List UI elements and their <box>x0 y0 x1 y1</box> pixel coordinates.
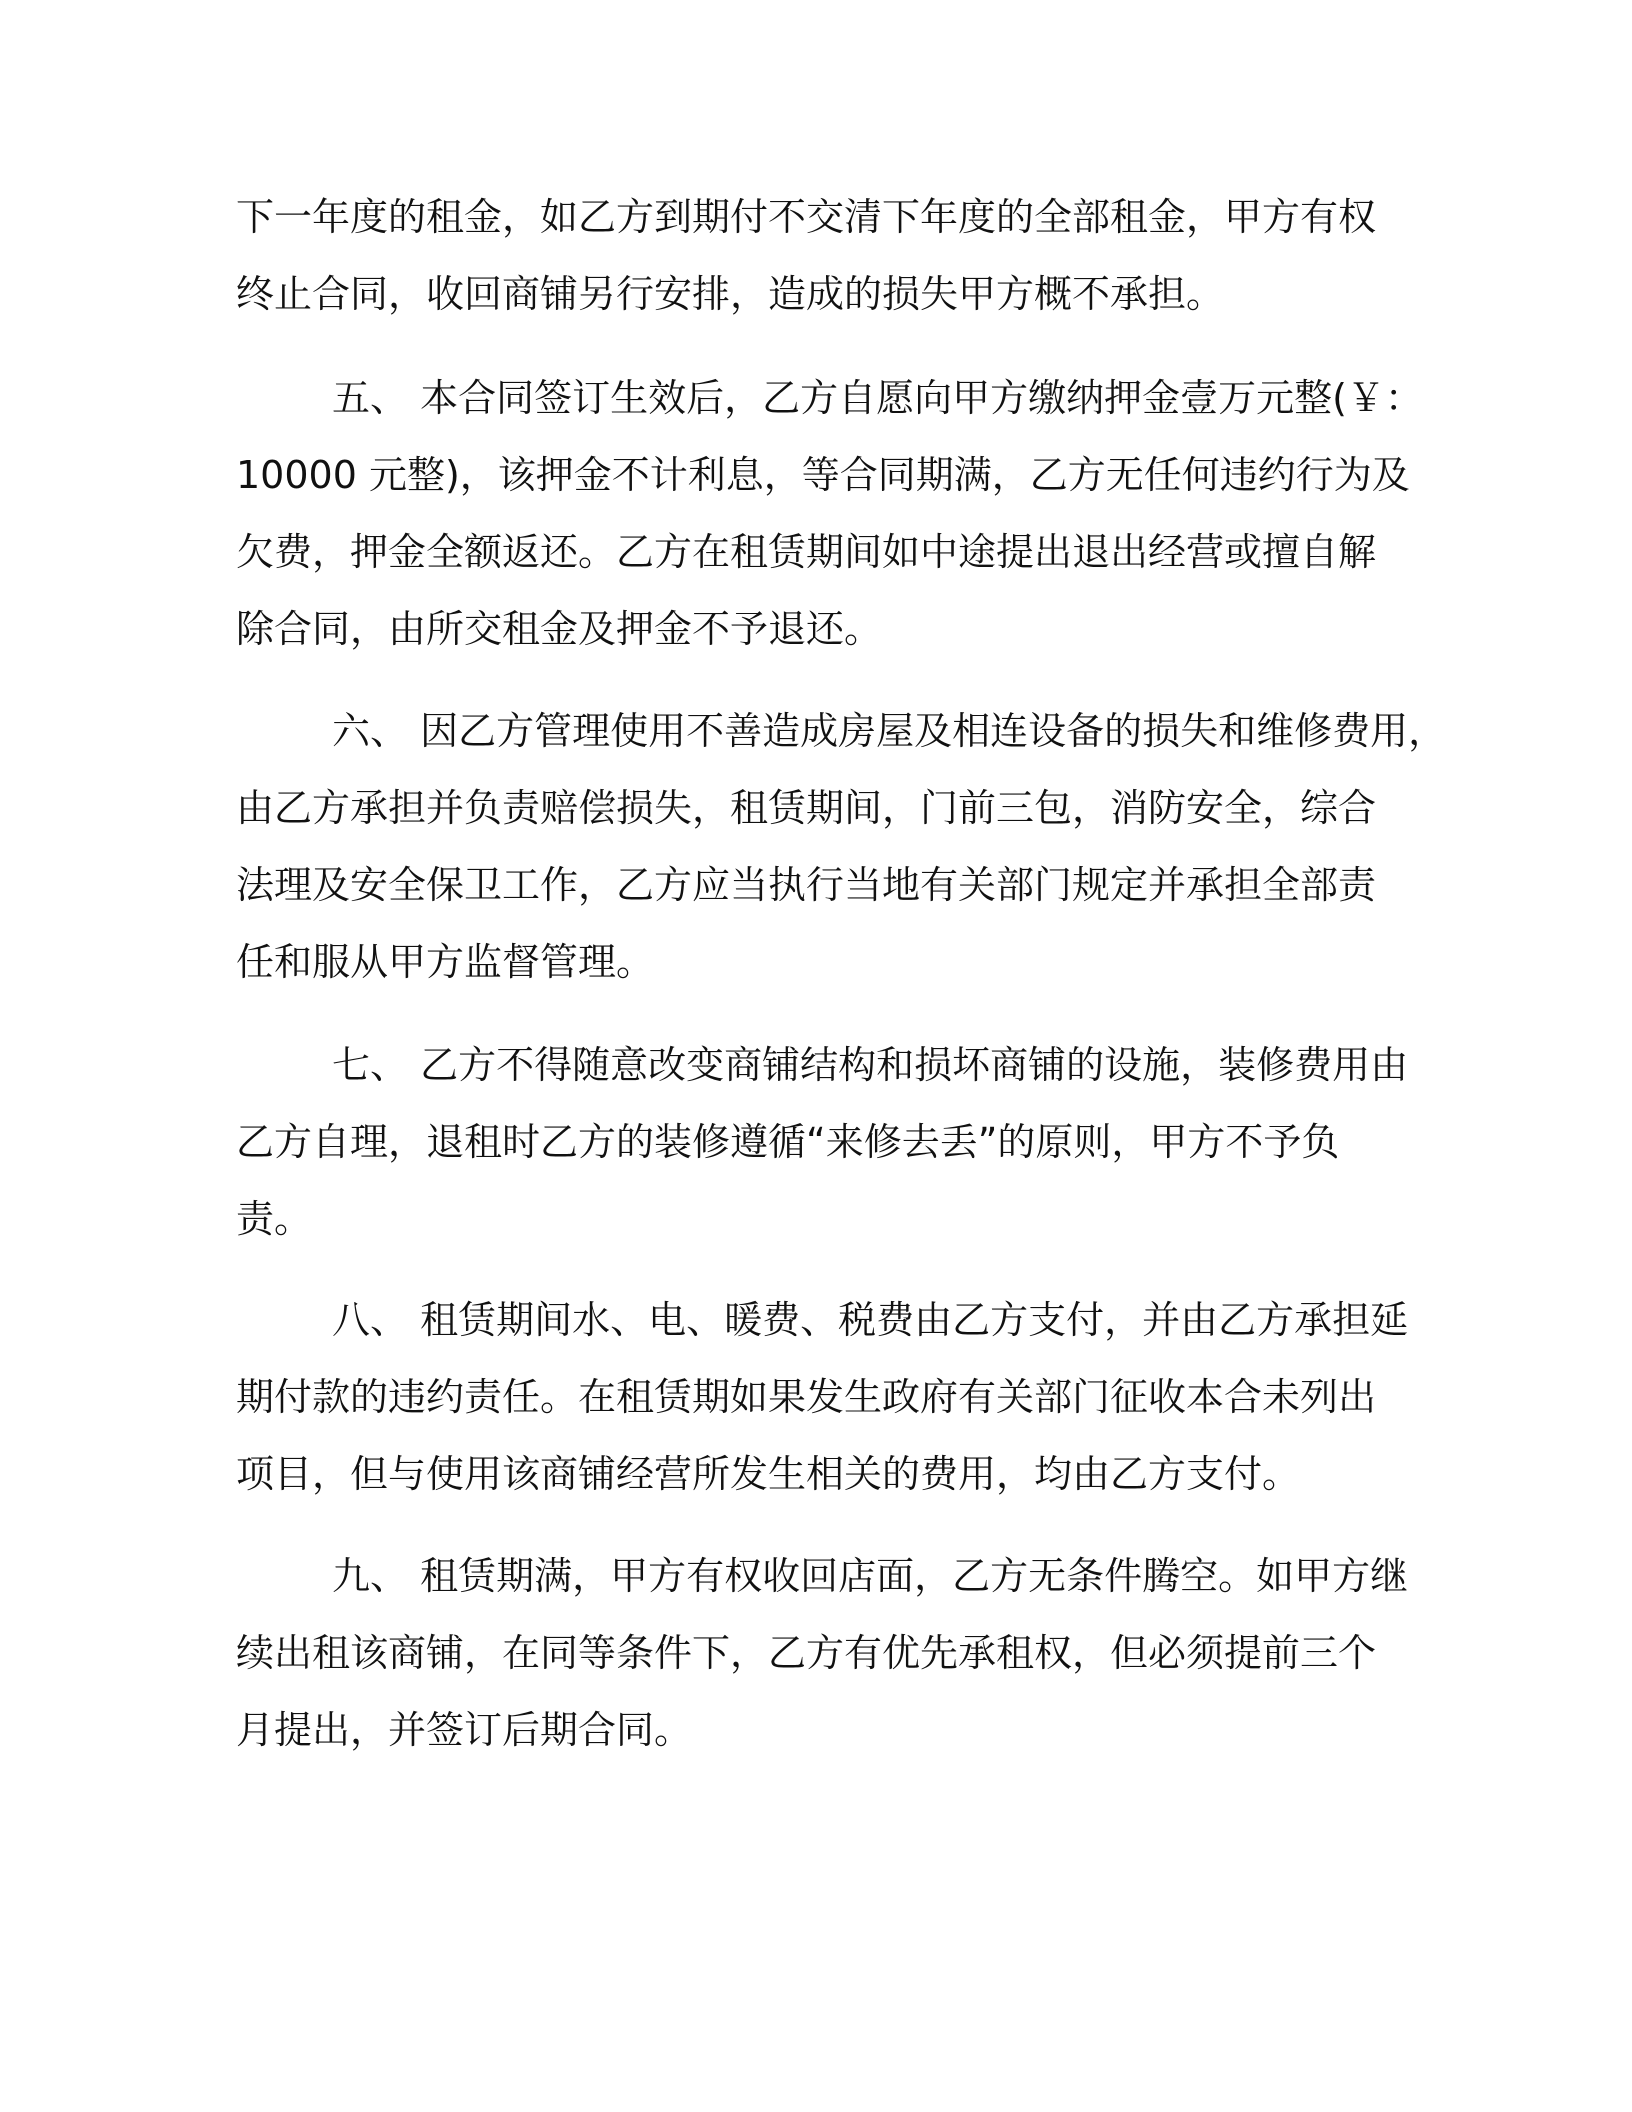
clause-7 <box>236 1027 1466 1258</box>
text-line: 月提出，并签订后期合同。 <box>236 1708 693 1752</box>
clause-8 <box>236 1282 1466 1513</box>
text-line: 终止合同，收回商铺另行安排，造成的损失甲方概不承担。 <box>236 272 1225 316</box>
text-line: 六、 因乙方管理使用不善造成房屋及相连设备的损失和维修费用， <box>332 709 1447 753</box>
text-line: 八、 租赁期间水、电、暖费、税费由乙方支付，并由乙方承担延 <box>332 1298 1409 1342</box>
text-line: 五、 本合同签订生效后，乙方自愿向甲方缴纳押金壹万元整(￥： <box>332 376 1423 420</box>
text-line: 欠费，押金全额返还。乙方在租赁期间如中途提出退出经营或擅自解 <box>236 530 1377 574</box>
clause-5 <box>236 360 1466 668</box>
clause-9 <box>236 1538 1466 1769</box>
text-line: 下一年度的租金，如乙方到期付不交清下年度的全部租金，甲方有权 <box>236 195 1377 239</box>
text-line: 法理及安全保卫工作，乙方应当执行当地有关部门规定并承担全部责 <box>236 863 1377 907</box>
text-line: 项目，但与使用该商铺经营所发生相关的费用，均由乙方支付。 <box>236 1452 1301 1496</box>
text-line: 期付款的违约责任。在租赁期如果发生政府有关部门征收本合未列出 <box>236 1375 1377 1419</box>
text-line: 10000 元整)，该押金不计利息，等合同期满，乙方无任何违约行为及 <box>236 453 1410 497</box>
text-line: 续出租该商铺，在同等条件下，乙方有优先承租权，但必须提前三个 <box>236 1631 1377 1675</box>
text-line: 除合同，由所交租金及押金不予退还。 <box>236 607 883 651</box>
text-line: 九、 租赁期满，甲方有权收回店面，乙方无条件腾空。如甲方继 <box>332 1554 1409 1598</box>
text-line: 责。 <box>236 1197 313 1241</box>
clause-6 <box>236 693 1466 1001</box>
text-line: 任和服从甲方监督管理。 <box>236 940 655 984</box>
text-line: 七、 乙方不得随意改变商铺结构和损坏商铺的设施，装修费用由 <box>332 1043 1409 1087</box>
paragraph-continuation <box>236 179 1466 333</box>
text-line: 乙方自理，退租时乙方的装修遵循“来修去丢”的原则，甲方不予负 <box>236 1120 1340 1164</box>
text-line: 由乙方承担并负责赔偿损失，租赁期间，门前三包，消防安全，综合 <box>236 786 1377 830</box>
